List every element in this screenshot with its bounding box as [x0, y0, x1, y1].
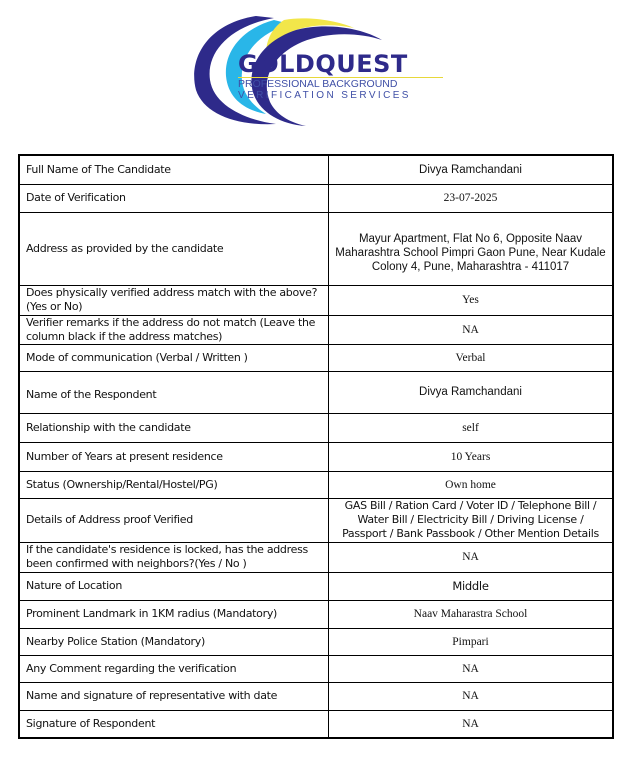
ownership-status-value: Own home [329, 471, 614, 498]
row-label: Number of Years at present residence [19, 442, 329, 471]
row-label: Signature of Respondent [19, 710, 329, 738]
table-row [19, 371, 613, 413]
row-label: Status (Ownership/Rental/Hostel/PG) [19, 471, 329, 498]
police-station-value: Pimpari [329, 628, 614, 655]
table-row [19, 285, 613, 315]
landmark-value: Naav Maharastra School [329, 600, 614, 628]
tagline-professional: PROFESSIONAL BACKGROUND [238, 77, 443, 90]
relationship-value: self [329, 413, 614, 442]
goldquest-logo [186, 10, 456, 128]
communication-mode-value: Verbal [329, 344, 614, 371]
comment-value: NA [329, 655, 614, 682]
row-label: Address as provided by the candidate [19, 212, 329, 285]
address-match-value: Yes [329, 285, 614, 315]
row-label: Full Name of The Candidate [19, 155, 329, 184]
row-label: Does physically verified address match with the above? (Yes or No) [19, 285, 329, 315]
table-row [19, 184, 613, 212]
row-label: Date of Verification [19, 184, 329, 212]
row-label: Name of the Respondent [19, 371, 329, 413]
address-value: Mayur Apartment, Flat No 6, Opposite Naav Maharashtra School Pimpri Gaon Pune, Near Kudale Colony 4, Pune, Maharashtra - 411017 [329, 212, 614, 285]
verification-form-table [18, 154, 614, 739]
table-row [19, 344, 613, 371]
row-label: Details of Address proof Verified [19, 498, 329, 542]
candidate-name-value: Divya Ramchandani [329, 155, 614, 184]
table-row [19, 600, 613, 628]
neighbor-confirmation-value: NA [329, 542, 614, 572]
table-row [19, 498, 613, 542]
verifier-remarks-value: NA [329, 315, 614, 344]
row-label: Prominent Landmark in 1KM radius (Mandatory) [19, 600, 329, 628]
verification-date-value: 23-07-2025 [329, 184, 614, 212]
table-row [19, 682, 613, 710]
table-row [19, 471, 613, 498]
row-label: Nature of Location [19, 572, 329, 600]
row-label: Name and signature of representative with date [19, 682, 329, 710]
table-row [19, 542, 613, 572]
row-label: Relationship with the candidate [19, 413, 329, 442]
table-row [19, 315, 613, 344]
table-row [19, 710, 613, 738]
row-label: Any Comment regarding the verification [19, 655, 329, 682]
row-label: If the candidate's residence is locked, has the address been confirmed with neighbors?(Yes / No ) [19, 542, 329, 572]
respondent-name-value: Divya Ramchandani [329, 371, 614, 413]
location-nature-value: Middle [329, 572, 614, 600]
respondent-signature-value: NA [329, 710, 614, 738]
table-row [19, 442, 613, 471]
row-label: Mode of communication (Verbal / Written ) [19, 344, 329, 371]
address-proof-value: GAS Bill / Ration Card / Voter ID / Telephone Bill / Water Bill / Electricity Bill / Driving License / Passport / Bank Passbook / Other Mention Details [329, 498, 614, 542]
brand-name: GOLDQUEST [238, 50, 408, 78]
representative-signature-value: NA [329, 682, 614, 710]
table-row [19, 155, 613, 184]
table-row [19, 655, 613, 682]
row-label: Verifier remarks if the address do not match (Leave the column black if the address matches) [19, 315, 329, 344]
tagline-verification: VERIFICATION SERVICES [238, 90, 411, 101]
table-row [19, 212, 613, 285]
logo-text [238, 52, 443, 101]
table-row [19, 628, 613, 655]
table-row [19, 413, 613, 442]
table-row [19, 572, 613, 600]
years-at-residence-value: 10 Years [329, 442, 614, 471]
row-label: Nearby Police Station (Mandatory) [19, 628, 329, 655]
